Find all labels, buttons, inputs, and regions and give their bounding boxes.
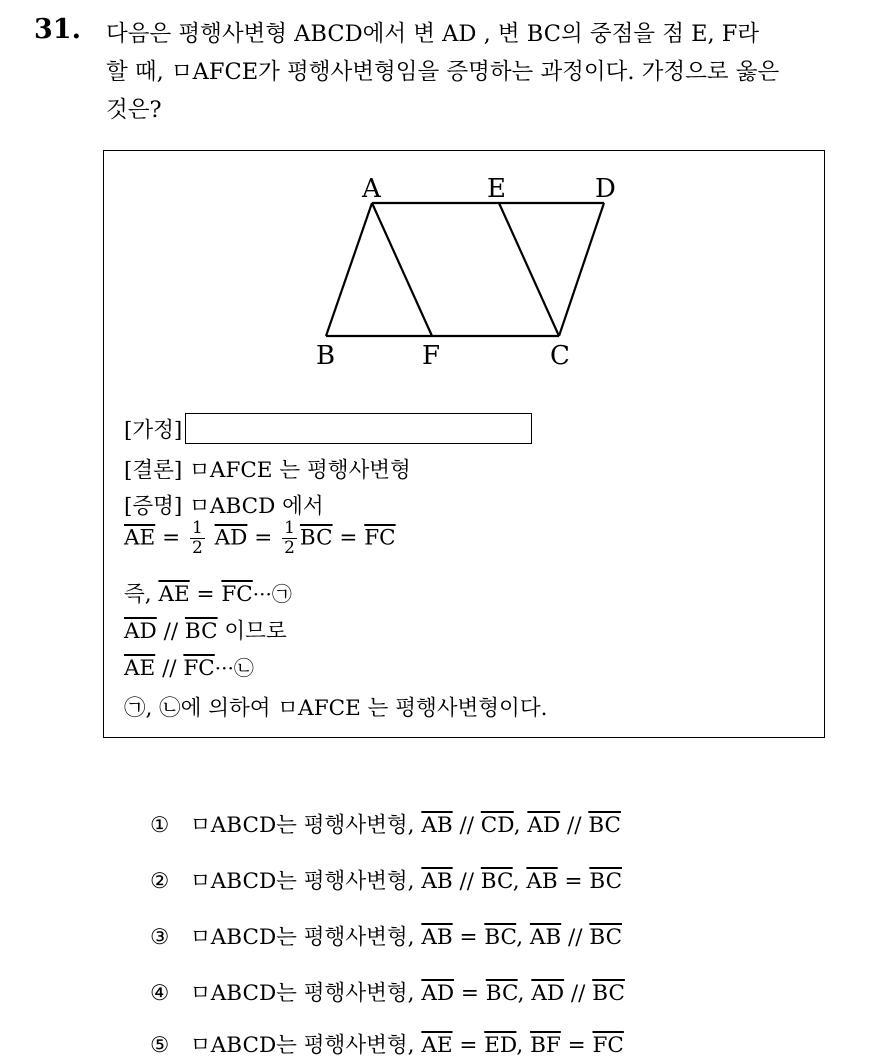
- segment-EC: [499, 203, 559, 336]
- proof-step-1: 즉, $\overline{AE}$ = $\overline{FC}\cdot\cdot\cdot㉠$: [124, 582, 292, 607]
- seg-BC: $\overline{BC}$: [299, 525, 333, 551]
- parallelogram-figure: [104, 151, 826, 391]
- proof-box: [103, 150, 825, 738]
- proof-intro-line: [증명] ㅁABCD 에서: [124, 494, 324, 519]
- option-3[interactable]: ③ ㅁABCD는 평행사변형, $\overline{AB} = \overline{BC}$, $\overline{AB} // \overline{BC}$: [150, 925, 623, 950]
- equals: =: [162, 525, 181, 551]
- seg-AD: $\overline{AD}$: [214, 525, 248, 551]
- proof-step-3: $\overline{AE}$ // $\overline{FC}\cdot\cdot\cdot㉡$: [124, 656, 254, 681]
- hypothesis-line: [124, 413, 532, 444]
- question-stem-line-1: 다음은 평행사변형 ABCD에서 변 AD , 변 BC의 중점을 점 E, F라: [106, 21, 760, 47]
- segment-AB: [326, 203, 372, 336]
- conclusion-line: [결론] ㅁAFCE 는 평행사변형: [124, 458, 411, 483]
- seg-FC: $\overline{FC}$: [364, 525, 396, 551]
- hypothesis-blank: [185, 413, 532, 444]
- option-5[interactable]: ⑤ ㅁABCD는 평행사변형, $\overline{AE} = \overline{ED}$, $\overline{BF} = \overline{FC}$: [150, 1033, 624, 1058]
- option-2[interactable]: ② ㅁABCD는 평행사변형, $\overline{AB} // \overline{BC}$, $\overline{AB} = \overline{BC}$: [150, 869, 623, 894]
- hypothesis-label: [가정]: [124, 418, 183, 443]
- segment-DC: [559, 203, 604, 336]
- label-F: F: [422, 341, 441, 371]
- fraction-half: $\frac{1}{2}$: [191, 518, 203, 558]
- fraction-half-2: $\frac{1}{2}$: [284, 518, 295, 558]
- label-D: D: [595, 174, 616, 204]
- option-4[interactable]: ④ ㅁABCD는 평행사변형, $\overline{AD} = \overline{BC}$, $\overline{AD} // \overline{BC}$: [150, 981, 625, 1006]
- proof-step-2: $\overline{AD} // \overline{BC}$ 이므로: [124, 619, 287, 644]
- equals: =: [339, 525, 358, 551]
- equation-line: [124, 519, 396, 558]
- option-1[interactable]: ① ㅁABCD는 평행사변형, $\overline{AB} // \overline{CD}$, $\overline{AD} // \overline{BC}$: [150, 813, 621, 838]
- segment-AF: [372, 203, 432, 336]
- label-A: A: [362, 174, 381, 204]
- label-C: C: [550, 341, 570, 371]
- question-stem-line-2: 할 때, ㅁAFCE가 평행사변형임을 증명하는 과정이다. 가정으로 옳은: [106, 59, 780, 85]
- question-stem-line-3: 것은?: [106, 97, 162, 123]
- label-E: E: [487, 174, 506, 204]
- equals: =: [254, 525, 273, 551]
- seg-AE: $\overline{AE}$: [124, 525, 156, 551]
- question-number: 31.: [34, 14, 81, 45]
- label-B: B: [316, 341, 336, 371]
- proof-final: ㉠, ㉡에 의하여 ㅁAFCE 는 평행사변형이다.: [124, 696, 548, 721]
